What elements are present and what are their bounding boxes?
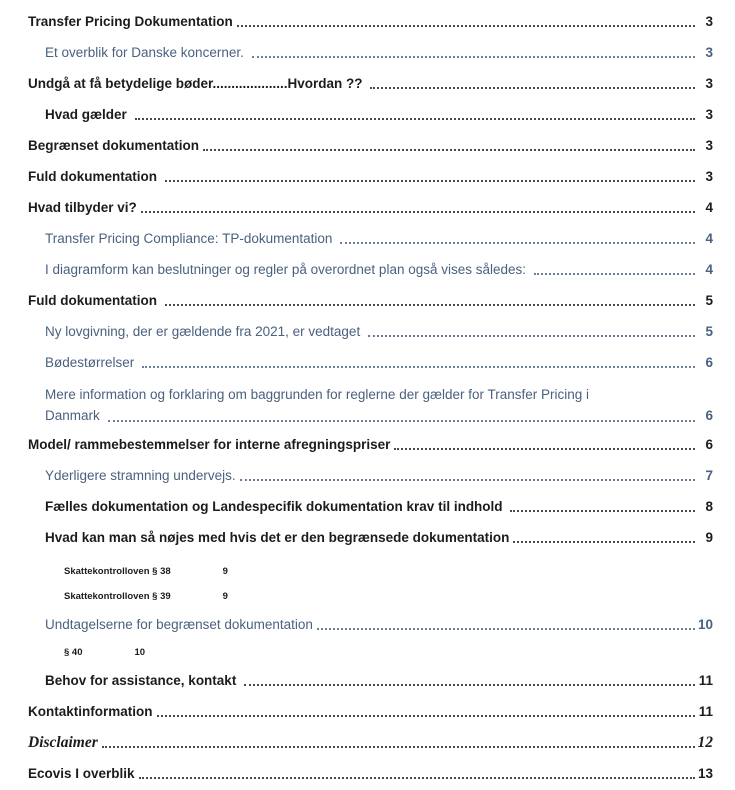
page-number: 10 — [697, 617, 713, 632]
toc-entry-text: Disclaimer — [28, 734, 98, 751]
page-number: 9 — [705, 530, 713, 545]
toc-entry[interactable] — [28, 702, 713, 721]
page-number: 12 — [697, 734, 713, 751]
toc-entry[interactable] — [45, 528, 713, 547]
toc-entry[interactable] — [28, 167, 713, 186]
toc-entry[interactable] — [45, 322, 713, 341]
page-number: 3 — [705, 14, 713, 29]
toc-entry-text: Skattekontrolloven § 39 — [64, 591, 171, 602]
page-number: 6 — [705, 355, 713, 370]
dot-leader — [244, 684, 695, 686]
page-number: 3 — [705, 107, 713, 122]
toc-entry-text: Hvad tilbyder vi? — [28, 200, 137, 215]
page-number: 5 — [705, 324, 713, 339]
toc-entry-text: Transfer Pricing Compliance: TP-dokumentation — [45, 231, 337, 246]
toc-entry[interactable] — [28, 733, 713, 752]
toc-entry-text: I diagramform kan beslutninger og regler på overordnet plan også vises således: — [45, 262, 530, 277]
page-number: 3 — [705, 169, 713, 184]
toc-entry-text: Undtagelserne for begrænset dokumentation — [45, 617, 313, 632]
page-number: 10 — [134, 647, 146, 658]
toc-entry[interactable] — [28, 74, 713, 93]
dot-leader — [108, 420, 695, 422]
toc-entry-text: Ecovis I overblik — [28, 766, 135, 781]
toc-entry-text: Kontaktinformation — [28, 704, 153, 719]
dot-leader — [510, 510, 695, 512]
page-number: 4 — [705, 200, 713, 215]
page-number: 3 — [705, 138, 713, 153]
page-number: 5 — [705, 293, 713, 308]
page-number: 7 — [705, 468, 713, 483]
toc-entry-text: Hvad kan man så nøjes med hvis det er den begrænsede dokumentation — [45, 530, 510, 545]
dot-leader — [340, 242, 695, 244]
toc-entry-text: Bødestørrelser — [45, 355, 139, 370]
page-number: 11 — [698, 704, 713, 719]
dot-leader — [142, 366, 695, 368]
toc-entry-text: Skattekontrolloven § 38 — [64, 566, 171, 577]
page-number: 8 — [705, 499, 713, 514]
dot-leader — [513, 541, 695, 543]
toc-entry-text: Et overblik for Danske koncerner. — [45, 45, 248, 60]
toc-entry-text: Ny lovgivning, der er gældende fra 2021, er vedtaget — [45, 324, 364, 339]
page-number: 3 — [705, 45, 713, 60]
toc-entry[interactable] — [45, 43, 713, 62]
toc-entry-text: Fuld dokumentation — [28, 169, 161, 184]
dot-leader — [165, 180, 695, 182]
toc-entry[interactable] — [28, 764, 713, 783]
toc-entry-line1 — [45, 384, 713, 405]
toc-entry-text: Behov for assistance, kontakt — [45, 673, 241, 688]
toc-entry-text: Fælles dokumentation og Landespecifik dokumentation krav til indhold — [45, 499, 507, 514]
dot-leader — [165, 304, 695, 306]
toc-entry-text: Hvad gælder — [45, 107, 131, 122]
toc-entry-line2 — [45, 405, 713, 426]
dot-leader — [240, 479, 695, 481]
dot-leader — [394, 448, 695, 450]
toc-entry-text: Transfer Pricing Dokumentation — [28, 14, 233, 29]
toc-entry[interactable] — [45, 615, 713, 634]
dot-leader — [237, 25, 695, 27]
page-number: 13 — [697, 766, 713, 781]
page-number: 9 — [222, 591, 228, 602]
table-of-contents — [28, 12, 713, 783]
dot-leader — [139, 777, 695, 779]
toc-entry-text: Fuld dokumentation — [28, 293, 161, 308]
toc-entry[interactable] — [28, 291, 713, 310]
dot-leader — [534, 273, 695, 275]
toc-entry[interactable] — [45, 384, 713, 426]
dot-leader — [317, 628, 695, 630]
toc-entry[interactable] — [28, 136, 713, 155]
toc-entry-text: Yderligere stramning undervejs. — [45, 468, 236, 483]
toc-entry[interactable] — [45, 497, 713, 516]
dot-leader — [135, 118, 695, 120]
toc-entry[interactable] — [45, 260, 713, 279]
toc-entry[interactable] — [45, 353, 713, 372]
toc-entry[interactable] — [28, 435, 713, 454]
toc-entry-text: § 40 — [64, 647, 83, 658]
toc-entry-text: Model/ rammebestemmelser for interne afregningspriser — [28, 437, 391, 452]
toc-entry[interactable] — [64, 590, 713, 604]
toc-entry-text: Mere information og forklaring om baggrunden for reglerne der gælder for Transfer Pricing i — [45, 387, 590, 402]
toc-entry[interactable] — [45, 229, 713, 248]
page-number: 6 — [705, 408, 713, 423]
dot-leader — [203, 149, 695, 151]
page-number: 4 — [705, 231, 713, 246]
dot-leader — [157, 715, 696, 717]
dot-leader — [252, 56, 695, 58]
toc-entry-text: Begrænset dokumentation — [28, 138, 200, 153]
toc-entry-text: Undgå at få betydelige bøder....................Hvordan ?? — [28, 76, 367, 91]
toc-entry[interactable] — [28, 12, 713, 31]
dot-leader — [370, 87, 695, 89]
page-number: 6 — [705, 437, 713, 452]
toc-entry[interactable] — [45, 671, 713, 690]
toc-entry-text: Danmark — [45, 408, 104, 423]
toc-entry[interactable] — [45, 105, 713, 124]
page-number: 4 — [705, 262, 713, 277]
dot-leader — [102, 746, 695, 748]
page-number: 3 — [705, 76, 713, 91]
dot-leader — [368, 335, 695, 337]
toc-entry[interactable] — [64, 646, 713, 660]
page-number: 11 — [698, 673, 713, 688]
toc-entry[interactable] — [64, 565, 713, 579]
page-number: 9 — [222, 566, 228, 577]
dot-leader — [141, 211, 695, 213]
toc-entry[interactable] — [28, 198, 713, 217]
toc-entry[interactable] — [45, 466, 713, 485]
